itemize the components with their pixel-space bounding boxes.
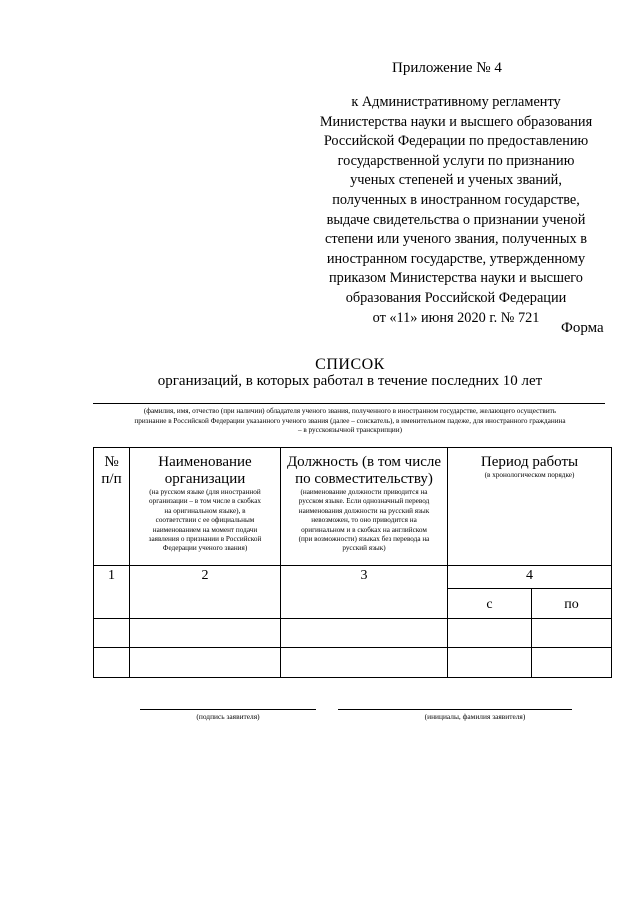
column-header-period: Период работы (в хронологическом порядке) xyxy=(480,454,579,479)
header-line: от «11» июня 2020 г. № 721 xyxy=(372,309,540,326)
caption-line: – в русскоязычной транскрипции) xyxy=(297,426,403,435)
period-from-header: с xyxy=(486,597,493,612)
regulation-reference xyxy=(300,93,612,328)
header-line: образования Российской Федерации xyxy=(345,289,567,306)
applicant-caption xyxy=(90,407,610,436)
table-row[interactable] xyxy=(94,648,611,677)
document-title: СПИСОК xyxy=(315,356,385,373)
applicant-initials-field[interactable] xyxy=(338,709,572,710)
signature-field[interactable] xyxy=(140,709,316,710)
column-number-1: 1 xyxy=(108,568,115,583)
form-label: Форма xyxy=(561,320,604,336)
header-line: Российской Федерации по предоставлению xyxy=(323,133,589,150)
header-line: Министерства науки и высшего образования xyxy=(319,113,593,130)
table-border-top xyxy=(93,447,612,448)
column-number-3: 3 xyxy=(360,568,368,583)
header-line: степени или ученого звания, полученных в xyxy=(325,231,587,248)
header-line: к Административному регламенту xyxy=(351,94,561,110)
column-number-4: 4 xyxy=(526,568,533,583)
column-number-2: 2 xyxy=(201,568,209,583)
signature-caption: (подпись заявителя) xyxy=(196,712,260,721)
header-line: приказом Министерства науки и высшего xyxy=(329,270,583,287)
column-note: (на русском языке (для иностранной организации – в том числе в скобках на оригинальном языке), в соответствии с ее официальным наименованием на момент подачи заявления о признании в Российской Федерации ученого звания) xyxy=(148,488,262,553)
header-line: иностранном государстве, утвержденному xyxy=(326,250,586,267)
table-border-period-split xyxy=(447,588,612,589)
column-header-position: Должность (в том числе по совместительству) (наименование должности приводится на русском языке. Если однозначный перевод наименования должности на русский язык невозможен, то оно приводится на оригинальном и в скобках на английском (при возможности) языках без перевода на русский язык) xyxy=(281,454,447,554)
appendix-number: Приложение № 4 xyxy=(392,60,502,76)
table-row[interactable] xyxy=(94,619,611,647)
period-to-header: по xyxy=(564,597,579,612)
table-border-bottom xyxy=(93,677,612,678)
applicant-name-field[interactable] xyxy=(93,403,605,404)
header-line: полученных в иностранном государстве, xyxy=(332,191,580,208)
header-line: государственной услуги по признанию xyxy=(337,152,575,169)
document-subtitle: организаций, в которых работал в течение последних 10 лет xyxy=(157,373,543,389)
caption-line: (фамилия, имя, отчество (при наличии) обладателя ученого звания, полученного в иностранном государстве, желающего осуществить xyxy=(143,407,557,415)
column-header-organization: Наименование организации (на русском языке (для иностранной организации – в том числе в скобках на оригинальном языке), в соответствии с ее официальным наименованием на момент подачи заявления о признании в Российской Федерации ученого звания) xyxy=(130,454,280,554)
table-border-right xyxy=(611,447,612,678)
column-header-number: № п/п xyxy=(101,454,122,487)
table-border-header-bottom xyxy=(93,565,612,566)
caption-line: признание в Российской Федерации указанного ученого звания (далее – соискатель), в именительном падеже, для иностранного гражданина xyxy=(134,416,566,425)
initials-caption: (инициалы, фамилия заявителя) xyxy=(424,712,526,721)
header-line: выдаче свидетельства о признании ученой xyxy=(326,211,586,228)
header-line: ученых степеней и ученых званий, xyxy=(350,172,562,189)
column-note: (наименование должности приводится на русском языке. Если однозначный перевод наименования должности на русский язык невозможен, то оно приводится на оригинальном и в скобках на английском (при возможности) языках без перевода на русский язык) xyxy=(298,488,430,553)
